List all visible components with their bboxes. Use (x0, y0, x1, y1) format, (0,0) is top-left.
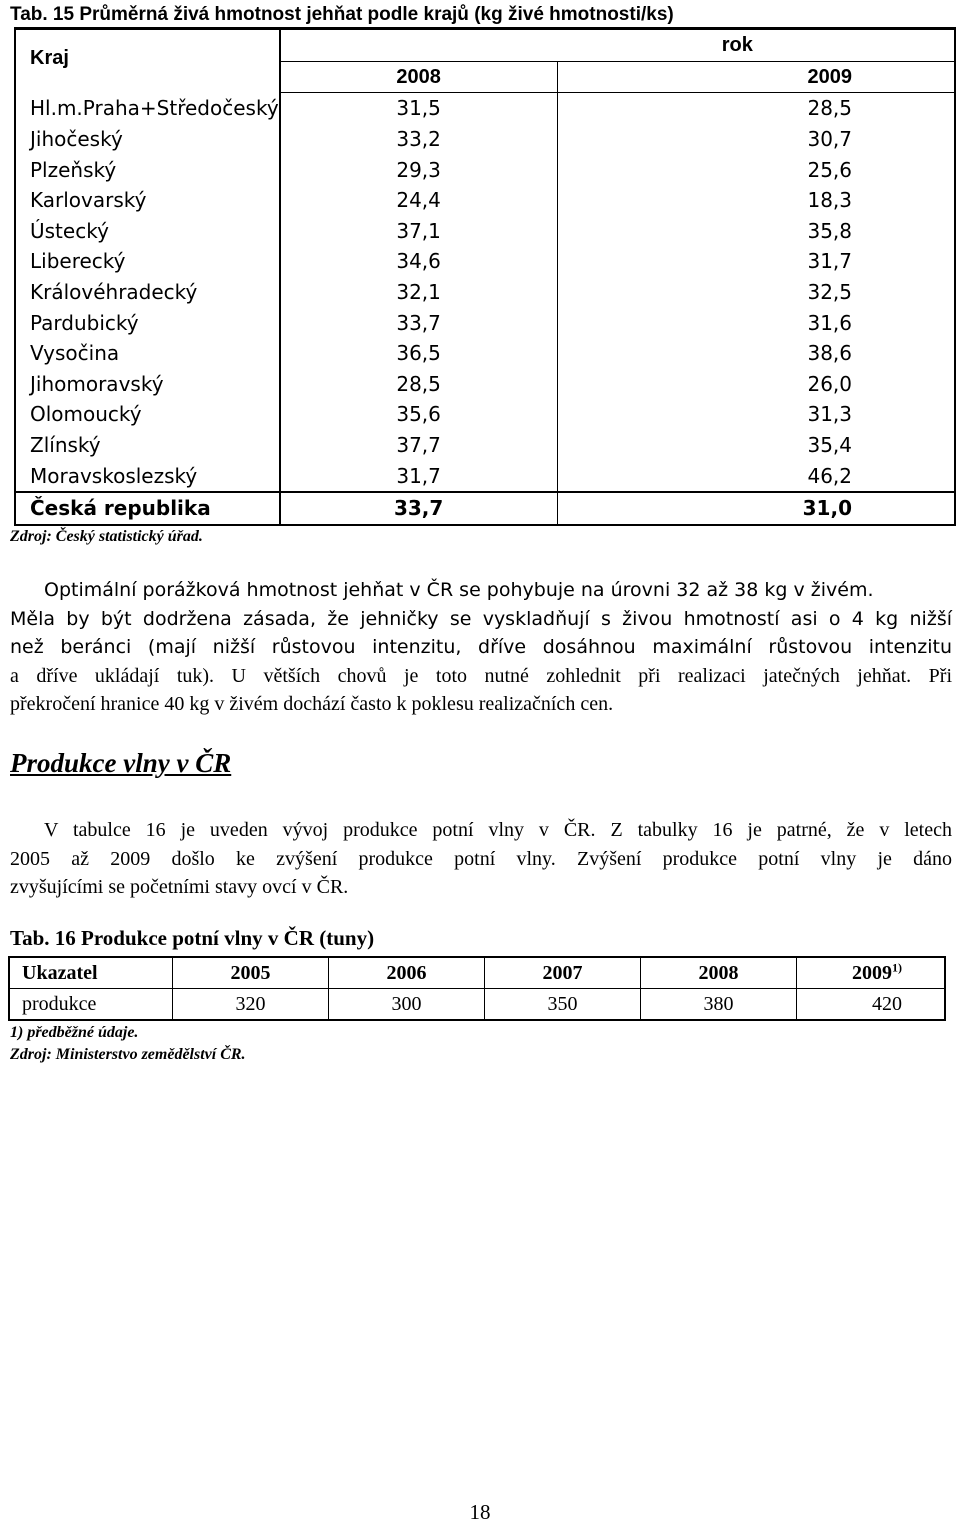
table16-row-label: produkce (9, 989, 173, 1021)
value-2009: 46,2 (557, 460, 955, 492)
table16-value: 420 (797, 989, 946, 1021)
value-2009: 28,5 (557, 93, 955, 124)
table-row (15, 399, 955, 430)
table16-header-year-2009 (797, 957, 946, 989)
value-2008: 28,5 (396, 371, 441, 396)
total-label: Česká republika (15, 492, 280, 525)
paragraph-line: V tabulce 16 je uveden vývoj produkce potní vlny v ČR. Z tabulky 16 je patrné, že v letech (44, 819, 952, 841)
table-row (15, 93, 955, 124)
value-2008: 31,5 (280, 93, 557, 124)
region-name: Olomoucký (15, 399, 280, 430)
table16-header-ukazatel: Ukazatel (9, 957, 173, 989)
table16-source: Zdroj: Ministerstvo zemědělství ČR. (10, 1046, 246, 1063)
table-row (15, 460, 955, 492)
value-2008: 36,5 (396, 341, 441, 366)
table-row (15, 124, 955, 155)
table16-value: 380 (641, 989, 797, 1021)
section-title: Produkce vlny v ČR (10, 748, 232, 778)
value-2008: 32,1 (396, 280, 441, 305)
table-row (15, 216, 955, 247)
table16-header-year: 2007 (485, 957, 641, 989)
region-name: Hl.m.Praha+Středočeský (15, 93, 280, 124)
table-row (15, 430, 955, 461)
value-2009: 26,0 (557, 369, 955, 400)
value-2009: 38,6 (557, 338, 955, 369)
region-name: Jihomoravský (15, 369, 280, 400)
value-2008: 24,4 (396, 188, 441, 213)
table16-footnote-marker: 1) (892, 959, 902, 974)
value-2009: 25,6 (557, 154, 955, 185)
table16-header-row (9, 957, 945, 989)
table-row (15, 154, 955, 185)
region-name: Ústecký (15, 216, 280, 247)
value-2009: 30,7 (557, 124, 955, 155)
paragraph-line: a dříve ukládají tuk). U větších chovů je toto nutné zohlednit při realizaci jatečných jehňat. Při (10, 664, 952, 687)
table-row (15, 277, 955, 308)
region-name: Karlovarský (15, 185, 280, 216)
region-name: Zlínský (15, 430, 280, 461)
value-2009: 31,7 (557, 246, 955, 277)
region-name: Pardubický (15, 307, 280, 338)
table15-source: Zdroj: Český statistický úřad. (10, 528, 203, 545)
table15-header-row-1 (15, 29, 955, 62)
table16-header-year: 2005 (173, 957, 329, 989)
total-2009: 31,0 (557, 492, 955, 525)
value-2009: 35,4 (557, 430, 955, 461)
paragraph-line: zvyšujícími se početními stavy ovcí v ČR. (10, 876, 349, 898)
table15 (14, 27, 956, 526)
paragraph-produkce-vlny (10, 816, 952, 902)
table16-header-2009-label: 2009 (852, 961, 892, 984)
region-name: Královéhradecký (15, 277, 280, 308)
table-row (15, 246, 955, 277)
region-name: Moravskoslezský (15, 460, 280, 492)
total-2008: 33,7 (280, 492, 557, 525)
value-2009: 31,3 (557, 399, 955, 430)
table15-header-region: Kraj (15, 29, 280, 93)
table16-caption: Tab. 16 Produkce potní vlny v ČR (tuny) (10, 926, 375, 950)
paragraph-line: než beránci (mají nižší růstovou intenzitu, dříve dosáhnou maximální růstovou intenzitu (10, 636, 952, 658)
paragraph-line: Měla by být dodržena zásada, že jehničky se vyskladňují s živou hmotností asi o 4 kg nižší (10, 607, 952, 630)
table15-caption: Tab. 15 Průměrná živá hmotnost jehňat podle krajů (kg živé hmotnosti/ks) (10, 4, 674, 25)
region-name: Liberecký (15, 246, 280, 277)
table15-header-year-2008: 2008 (280, 61, 557, 93)
table-row (15, 185, 955, 216)
region-name: Vysočina (15, 338, 280, 369)
paragraph-porazkova-hmotnost (10, 576, 952, 719)
value-2008: 37,1 (396, 218, 441, 243)
table16-header-year: 2006 (329, 957, 485, 989)
table16-value: 350 (485, 989, 641, 1021)
region-name: Jihočeský (15, 124, 280, 155)
region-name: Plzeňský (15, 154, 280, 185)
paragraph-line: 2005 až 2009 došlo ke zvýšení produkce potní vlny. Zvýšení produkce potní vlny je dáno (10, 847, 952, 870)
paragraph-line: překročení hranice 40 kg v živém dochází často k poklesu realizačních cen. (10, 693, 614, 715)
table16 (8, 956, 946, 1021)
value-2008: 37,7 (396, 433, 441, 458)
table15-total-row (15, 492, 955, 525)
table16-value: 300 (329, 989, 485, 1021)
paragraph-line: Optimální porážková hmotnost jehňat v ČR se pohybuje na úrovni 32 až 38 kg v živém. (44, 579, 874, 601)
page-number: 18 (469, 1500, 491, 1524)
value-2008: 33,7 (396, 310, 441, 335)
value-2009: 32,5 (557, 277, 955, 308)
table16-header-year: 2008 (641, 957, 797, 989)
value-2009: 18,3 (557, 185, 955, 216)
table16-value: 320 (173, 989, 329, 1021)
value-2008: 31,7 (396, 463, 441, 488)
table15-header-year-2009: 2009 (557, 61, 955, 93)
table-row (15, 307, 955, 338)
value-2008: 34,6 (396, 249, 441, 274)
value-2009: 31,6 (557, 307, 955, 338)
table-row (9, 989, 945, 1021)
table-row (15, 338, 955, 369)
value-2008: 29,3 (396, 157, 441, 182)
table15-header-year-group: rok (280, 29, 955, 62)
table-row (15, 369, 955, 400)
table16-footnote: 1) předběžné údaje. (10, 1024, 139, 1041)
value-2009: 35,8 (557, 216, 955, 247)
value-2008: 35,6 (396, 402, 441, 427)
value-2008: 33,2 (396, 127, 441, 152)
